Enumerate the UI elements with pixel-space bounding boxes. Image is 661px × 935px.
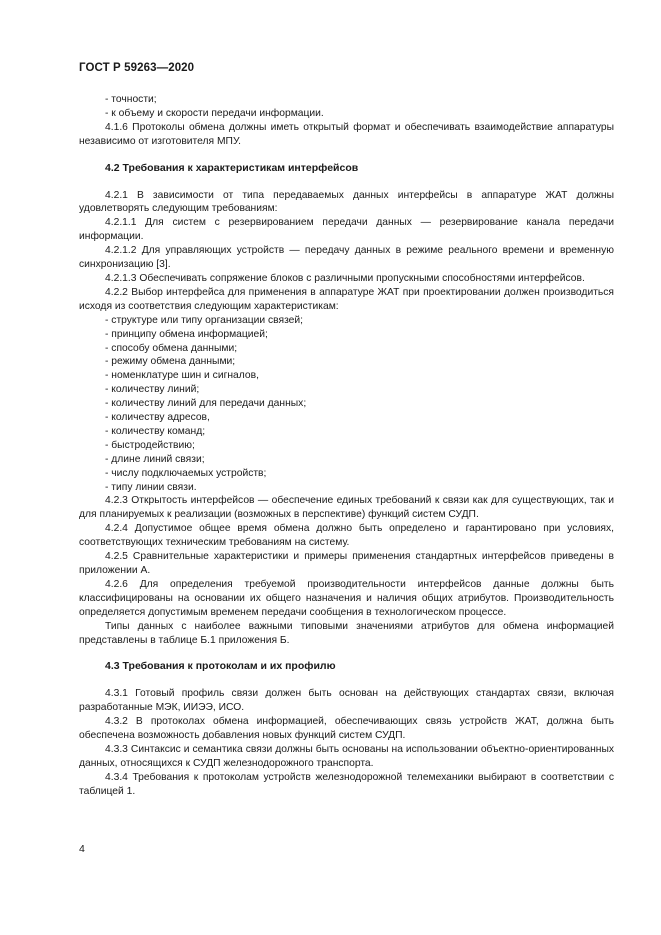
paragraph: 4.2.1.1 Для систем с резервированием передачи данных — резервирование канала передачи информации.	[79, 217, 614, 243]
list-item: - к объему и скорости передачи информации.	[105, 107, 324, 119]
paragraph: 4.2.4 Допустимое общее время обмена должно быть определено и гарантировано при условиях, соответствующих техническим требованиям на систему.	[79, 523, 614, 549]
list-item: - количеству линий для передачи данных;	[105, 398, 307, 410]
list-item: - структуре или типу организации связей;	[105, 314, 304, 326]
paragraph: 4.3.3 Синтаксис и семантика связи должны быть основаны на использовании объектно-ориентированных данных, относящихся к СУДП железнодорожного транспорта.	[79, 743, 614, 769]
page-number: 4	[79, 843, 85, 855]
paragraph: 4.2.1 В зависимости от типа передаваемых данных интерфейсы в аппаратуре ЖАТ должны удовлетворять следующим требованиям:	[79, 189, 614, 215]
document-body	[79, 93, 614, 799]
paragraph: 4.2.1.3 Обеспечивать сопряжение блоков с различными пропускными способностями интерфейсов.	[105, 272, 585, 284]
list-item: - способу обмена данными;	[105, 342, 238, 354]
section-heading: 4.2 Требования к характеристикам интерфейсов	[105, 161, 359, 174]
paragraph: 4.2.6 Для определения требуемой производительности интерфейсов данные должны быть классифицированы на основании их общего назначения и наличия общих атрибутов. Производительность определяется допустимым временем передачи сообщения в технологическом процессе.	[79, 578, 614, 618]
list-item: - числу подключаемых устройств;	[105, 467, 267, 479]
list-item: - количеству команд;	[105, 425, 206, 437]
list-item: - точности;	[105, 94, 157, 105]
document-header: ГОСТ Р 59263—2020	[79, 62, 195, 74]
list-item: - режиму обмена данными;	[105, 356, 236, 368]
paragraph: 4.3.2 В протоколах обмена информацией, обеспечивающих связь устройств ЖАТ, должна быть обеспечена возможность добавления новых функций систем СУДП.	[79, 716, 614, 742]
list-item: - длине линий связи;	[105, 453, 205, 465]
section-heading: 4.3 Требования к протоколам и их профилю	[105, 660, 336, 673]
paragraph: Типы данных с наиболее важными типовыми значениями атрибутов для обмена информацией представлены в таблице Б.1 приложения Б.	[79, 620, 614, 646]
paragraph: 4.2.1.2 Для управляющих устройств — передачу данных в режиме реального времени и временную синхронизацию [3].	[79, 245, 614, 271]
paragraph: 4.2.3 Открытость интерфейсов — обеспечение единых требований к связи как для существующих, так и для планируемых к реализации (возможных в перспективе) функций систем СУДП.	[79, 495, 614, 521]
paragraph: 4.3.1 Готовый профиль связи должен быть основан на действующих стандартах связи, включая разработанные МЭК, ИИЭЭ, ИСО.	[79, 688, 614, 714]
list-item: - количеству линий;	[105, 384, 200, 396]
paragraph: 4.2.5 Сравнительные характеристики и примеры применения стандартных интерфейсов приведены в приложении А.	[79, 551, 614, 576]
list-item: - быстродействию;	[105, 439, 195, 451]
paragraph: 4.3.4 Требования к протоколам устройств железнодорожной телемеханики выбирают в соответствии с таблицей 1.	[79, 771, 614, 797]
list-item: - номенклатуре шин и сигналов,	[105, 370, 259, 382]
list-item: - количеству адресов,	[105, 412, 210, 424]
list-item: - принципу обмена информацией;	[105, 328, 268, 340]
paragraph: 4.1.6 Протоколы обмена должны иметь открытый формат и обеспечивать взаимодействие аппаратуры независимо от изготовителя МПУ.	[79, 121, 614, 147]
list-item: - типу линии связи.	[105, 481, 197, 493]
paragraph: 4.2.2 Выбор интерфейса для применения в аппаратуре ЖАТ при проектировании должен производиться исходя из соответствия следующим характеристикам:	[79, 286, 614, 312]
